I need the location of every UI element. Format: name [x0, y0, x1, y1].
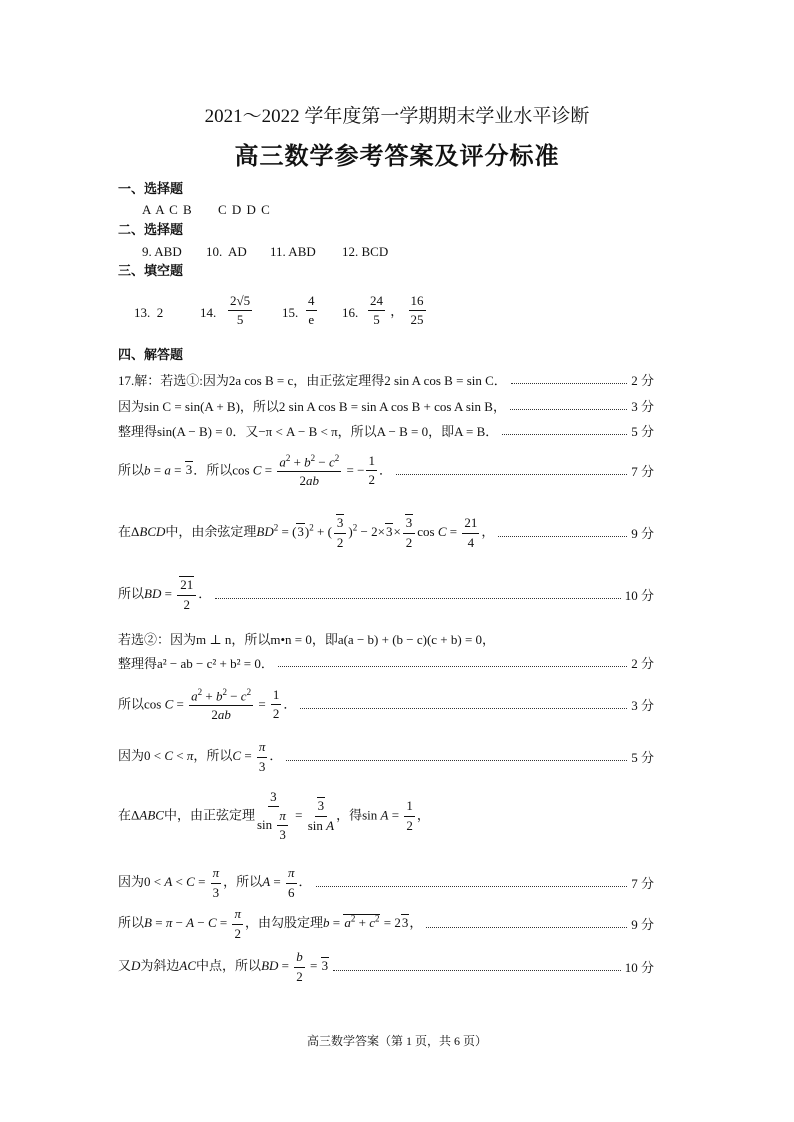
- score-label: 2 分: [631, 373, 654, 388]
- fill-a14: $\frac{2√5}{5}$: [230, 293, 251, 328]
- score-label: 3 分: [631, 697, 654, 713]
- math-expression: 在ΔABC中，由正弦定理 3 sin $\frac{\pi}{3}$ = $\frac{3}{\text{sin A}}$ ，得sin A = $\frac{1}{2}$ ，: [118, 788, 430, 843]
- solution-line-4: [118, 452, 654, 490]
- score-label: 10 分: [624, 959, 654, 975]
- section-heading-2: 二、选择题: [118, 223, 184, 238]
- solution-line-9: [118, 686, 654, 724]
- fill-a16: $\frac{24}{5}$ ， $\frac{16}{25}$: [370, 293, 424, 328]
- fill-q14-label: 14.: [200, 305, 217, 320]
- score-label: 9 分: [631, 916, 654, 932]
- solution-line-5: [118, 514, 654, 552]
- solution-line-10: [118, 738, 654, 776]
- section-heading-3: 三、填空题: [118, 264, 184, 279]
- multi-answer-11: 11. ABD: [270, 244, 316, 259]
- fill-a15: $\frac{4}{e}$: [308, 293, 315, 328]
- math-expression: 所以cos C = $\frac{a^2 + b^2 - c^2}{2ab}$ = $\frac{1}{2}$ ．: [118, 686, 297, 723]
- math-expression: 所以BD = $\frac{21}{2}$ ．: [118, 577, 212, 612]
- doc-title: 高三数学参考答案及评分标准: [234, 142, 560, 170]
- solution-line-13: [118, 905, 654, 943]
- score-label: 5 分: [631, 749, 654, 765]
- exam-title: 2021～2022 学年度第一学期期末学业水平诊断: [204, 106, 590, 127]
- solution-line-2: 因为sin C = sin(A + B)，所以2 sin A cos B = sin A cos B + cos A sin B， 3 分: [118, 399, 654, 414]
- solution-line-8: 整理得a² − ab − c² + b² = 0． 2 分: [118, 656, 654, 671]
- multi-answer-10: 10. AD: [206, 244, 247, 259]
- fill-q13: 13. 2: [134, 305, 164, 320]
- multi-answer-12: 12. BCD: [342, 244, 389, 259]
- math-expression: 又D为斜边AC中点，所以BD = $\frac{b}{2}$ = 3: [118, 949, 329, 984]
- page-footer: 高三数学答案（第 1 页，共 6 页）: [306, 1034, 487, 1048]
- score-label: 7 分: [631, 875, 654, 891]
- solution-line-12: [118, 864, 654, 902]
- fill-a13: 2: [156, 305, 164, 320]
- score-label: 9 分: [631, 525, 654, 541]
- solution-line-14: [118, 948, 654, 986]
- score-label: 2 分: [631, 656, 654, 671]
- section-heading-1: 一、选择题: [118, 182, 184, 197]
- section-heading-4: 四、解答题: [118, 348, 184, 363]
- mc-answers: A A C B C D D C: [142, 202, 270, 217]
- math-expression: 在ΔBCD中，由余弦定理$BD^2 = (3)^2$ + ( $\frac{3}{2}$ )$^2$ − 2×3× $\frac{3}{2}$ cos C = $\frac{21}{4}$ ，: [118, 515, 495, 550]
- math-expression: 因为0 < A < C = $\frac{\pi}{3}$ ，所以A = $\frac{\pi}{6}$ ．: [118, 865, 312, 900]
- solution-line-7: 若选②：因为m ⊥ n，所以m•n = 0，即a(a − b) + (b − c)(c + b) = 0，: [118, 632, 496, 647]
- score-label: 5 分: [631, 424, 654, 439]
- multi-answer-9: 9. ABD: [142, 244, 182, 259]
- score-label: 3 分: [631, 399, 654, 414]
- score-label: 10 分: [624, 587, 654, 603]
- solution-line-11: [118, 788, 654, 843]
- math-expression: 所以B = π − A − C = $\frac{\pi}{2}$ ，由勾股定理$b = a^2 + c^2 = 23$，: [118, 906, 423, 941]
- math-expression: 因为0 < C < π，所以C = $\frac{\pi}{3}$ ．: [118, 739, 283, 774]
- fill-q15-label: 15.: [282, 305, 299, 320]
- math-expression: 所以b = a = 3．所以cos C = $\frac{a^2 + b^2 - c^2}{2ab}$ = − $\frac{1}{2}$ ．: [118, 452, 392, 489]
- solution-line-3: 整理得sin(A − B) = 0．又−π < A − B < π，所以A − B = 0，即A = B． 5 分: [118, 424, 654, 439]
- solution-line-1: 17.解：若选①:因为2a cos B = c，由正弦定理得2 sin A cos B = sin C． 2 分: [118, 373, 654, 388]
- solution-line-6: [118, 576, 654, 614]
- fill-q16-label: 16.: [342, 305, 359, 320]
- score-label: 7 分: [631, 463, 654, 479]
